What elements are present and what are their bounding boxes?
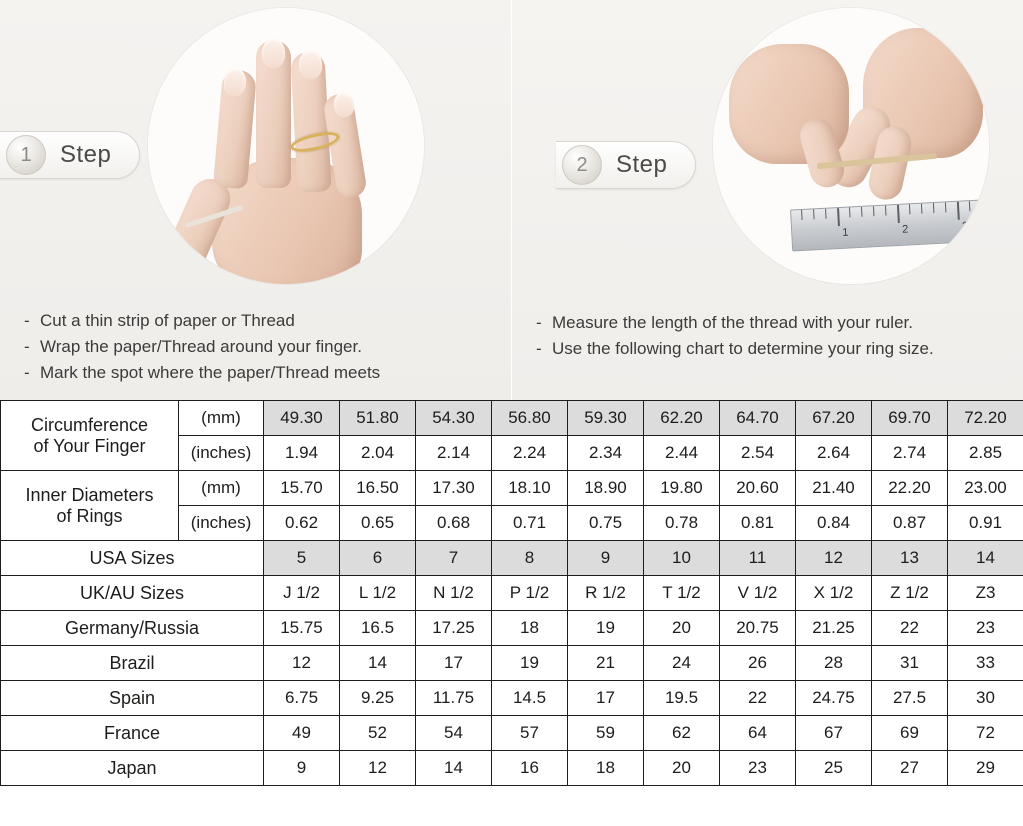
cell: X 1/2 [796,576,872,611]
cell: 17.25 [416,611,492,646]
cell: 19.5 [644,681,720,716]
step-2-instructions [536,310,934,362]
cell: 59 [568,716,644,751]
table-row [1,681,1023,716]
table-row [1,751,1023,786]
step-2-bullet-1-text: Measure the length of the thread with your ruler. [552,313,913,332]
cell: 2.74 [872,436,948,471]
ruler-number-3: 3 [961,220,969,233]
cell: 0.75 [568,506,644,541]
cell: 5 [264,541,340,576]
cell: 9 [264,751,340,786]
step-2-bullet-2-text: Use the following chart to determine your ring size. [552,339,934,358]
step-1-number: 1 [6,135,46,175]
cell: 19 [568,611,644,646]
cell: 1.94 [264,436,340,471]
step-2-panel [511,0,1023,400]
cell: 16 [492,751,568,786]
cell: 15.75 [264,611,340,646]
cell: 6.75 [264,681,340,716]
cell: 16.50 [340,471,416,506]
cell: 14.5 [492,681,568,716]
table-row [1,541,1023,576]
ruler-number-1: 1 [842,226,849,239]
cell: 11.75 [416,681,492,716]
step-1-instructions [24,308,380,386]
cell: 10 [644,541,720,576]
step-1-badge [0,131,140,179]
step-1-bullet-3-text: Mark the spot where the paper/Thread meets [40,363,381,382]
cell: V 1/2 [720,576,796,611]
ruler-number-2: 2 [901,223,909,236]
cell: 2.54 [720,436,796,471]
cell: L 1/2 [340,576,416,611]
cell: 69 [872,716,948,751]
cell: 69.70 [872,401,948,436]
row-label-france: France [1,716,264,751]
row-unit-inches-2: (inches) [179,506,264,541]
cell: 17.30 [416,471,492,506]
cell: 0.91 [948,506,1023,541]
row-label-brazil: Brazil [1,646,264,681]
cell: 54.30 [416,401,492,436]
row-label-circumference [1,401,179,471]
step-1-photo [148,8,424,284]
steps-section [0,0,1023,400]
cell: 62 [644,716,720,751]
cell: 27 [872,751,948,786]
step-1-bullet-1-text: Cut a thin strip of paper or Thread [40,311,295,330]
row-label-circumference-line1: Circumference [30,414,149,435]
cell: 21.25 [796,611,872,646]
cell: 67 [796,716,872,751]
cell: Z3 [948,576,1023,611]
table-row [1,401,1023,436]
step-2-photo [713,8,989,284]
cell: P 1/2 [492,576,568,611]
cell: 2.14 [416,436,492,471]
cell: 8 [492,541,568,576]
cell: 67.20 [796,401,872,436]
row-unit-inches: (inches) [179,436,264,471]
cell: 20.60 [720,471,796,506]
cell: 30 [948,681,1023,716]
step-2-badge [556,141,696,189]
cell: 17 [568,681,644,716]
step-1-bullet-2: - Wrap the paper/Thread around your finger. [24,337,362,356]
cell: 33 [948,646,1023,681]
row-label-uk-au: UK/AU Sizes [1,576,264,611]
ruler-icon [790,198,989,251]
cell: 18 [492,611,568,646]
cell: 0.78 [644,506,720,541]
cell: 27.5 [872,681,948,716]
step-1-bullet-1: - Cut a thin strip of paper or Thread [24,311,295,330]
cell: 25 [796,751,872,786]
cell: 12 [340,751,416,786]
cell: 23 [948,611,1023,646]
cell: 56.80 [492,401,568,436]
cell: 24.75 [796,681,872,716]
step-2-bullet-2: - Use the following chart to determine your ring size. [536,339,934,358]
row-label-spain: Spain [1,681,264,716]
cell: 18 [568,751,644,786]
hand-illustration [148,8,424,284]
cell: 20 [644,611,720,646]
cell: 2.04 [340,436,416,471]
cell: 51.80 [340,401,416,436]
cell: 29 [948,751,1023,786]
cell: 14 [340,646,416,681]
cell: 16.5 [340,611,416,646]
cell: 12 [264,646,340,681]
step-1-bullet-3: - Mark the spot where the paper/Thread meets [24,363,381,382]
row-unit-mm: (mm) [179,401,264,436]
cell: 14 [948,541,1023,576]
cell: R 1/2 [568,576,644,611]
cell: 0.81 [720,506,796,541]
cell: 7 [416,541,492,576]
cell: 20.75 [720,611,796,646]
cell: 0.65 [340,506,416,541]
row-label-japan: Japan [1,751,264,786]
cell: 11 [720,541,796,576]
cell: 22 [872,611,948,646]
cell: 64 [720,716,796,751]
cell: 0.71 [492,506,568,541]
cell: 2.24 [492,436,568,471]
cell: 21.40 [796,471,872,506]
ruler-illustration [713,8,989,284]
cell: 18.90 [568,471,644,506]
cell: 20 [644,751,720,786]
row-label-inner-diameters-line2: of Rings [56,505,123,526]
cell: 22.20 [872,471,948,506]
cell: 2.34 [568,436,644,471]
table-row [1,716,1023,751]
cell: 13 [872,541,948,576]
cell: 57 [492,716,568,751]
cell: 17 [416,646,492,681]
cell: 12 [796,541,872,576]
cell: 31 [872,646,948,681]
cell: 52 [340,716,416,751]
cell: 0.68 [416,506,492,541]
cell: 0.62 [264,506,340,541]
cell: 28 [796,646,872,681]
cell: 2.44 [644,436,720,471]
table-row [1,576,1023,611]
cell: 18.10 [492,471,568,506]
cell: 2.85 [948,436,1023,471]
cell: 15.70 [264,471,340,506]
table-row [1,471,1023,506]
step-2-number: 2 [562,145,602,185]
cell: 9.25 [340,681,416,716]
cell: 59.30 [568,401,644,436]
cell: 19 [492,646,568,681]
cell: 64.70 [720,401,796,436]
cell: 6 [340,541,416,576]
ring-size-table [0,400,1023,786]
cell: 49.30 [264,401,340,436]
cell: 2.64 [796,436,872,471]
cell: 23.00 [948,471,1023,506]
row-unit-mm-2: (mm) [179,471,264,506]
table-row [1,646,1023,681]
row-label-circumference-line2: of Your Finger [33,435,146,456]
cell: Z 1/2 [872,576,948,611]
cell: 72.20 [948,401,1023,436]
step-1-panel [0,0,511,400]
cell: 54 [416,716,492,751]
cell: 23 [720,751,796,786]
cell: 14 [416,751,492,786]
cell: 21 [568,646,644,681]
cell: 62.20 [644,401,720,436]
cell: T 1/2 [644,576,720,611]
cell: 9 [568,541,644,576]
cell: 26 [720,646,796,681]
row-label-inner-diameters [1,471,179,541]
cell: 0.84 [796,506,872,541]
step-2-bullet-1: - Measure the length of the thread with your ruler. [536,313,913,332]
cell: N 1/2 [416,576,492,611]
row-label-usa: USA Sizes [1,541,264,576]
step-1-word: Step [60,141,112,168]
cell: 22 [720,681,796,716]
step-1-bullet-2-text: Wrap the paper/Thread around your finger. [40,337,362,356]
row-label-inner-diameters-line1: Inner Diameters [25,484,154,505]
table-row [1,611,1023,646]
row-label-germany-russia: Germany/Russia [1,611,264,646]
step-2-word: Step [616,151,668,178]
cell: J 1/2 [264,576,340,611]
cell: 49 [264,716,340,751]
cell: 19.80 [644,471,720,506]
cell: 72 [948,716,1023,751]
cell: 24 [644,646,720,681]
cell: 0.87 [872,506,948,541]
